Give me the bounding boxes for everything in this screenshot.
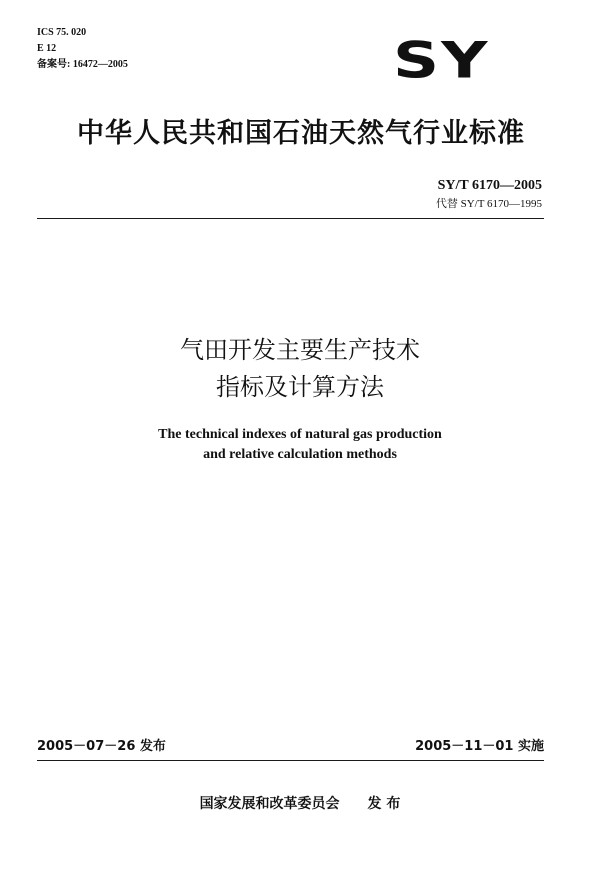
issue-date: 2005－07－26 发布: [37, 739, 166, 754]
record-number: 备案号: 16472—2005: [37, 59, 128, 70]
ics-code: ICS 75. 020: [37, 27, 87, 38]
implementation-date: 2005－11－01 实施: [415, 739, 544, 754]
standard-category-heading: 中华人民共和国石油天然气行业标准: [77, 118, 525, 149]
top-divider: [37, 218, 544, 219]
chinese-title-line-1: 气田开发主要生产技术: [180, 336, 420, 364]
sy-logo: SY: [393, 32, 490, 90]
english-title-line-2: and relative calculation methods: [203, 447, 397, 462]
publisher: 国家发展和改革委员会 发 布: [199, 796, 401, 812]
classification-code: E 12: [37, 43, 57, 54]
chinese-title-line-2: 指标及计算方法: [216, 373, 384, 401]
english-title-line-1: The technical indexes of natural gas production: [158, 427, 442, 442]
standard-number: SY/T 6170—2005: [437, 178, 542, 193]
bottom-divider: [37, 760, 544, 761]
replaces-note: 代替 SY/T 6170—1995: [435, 198, 542, 210]
